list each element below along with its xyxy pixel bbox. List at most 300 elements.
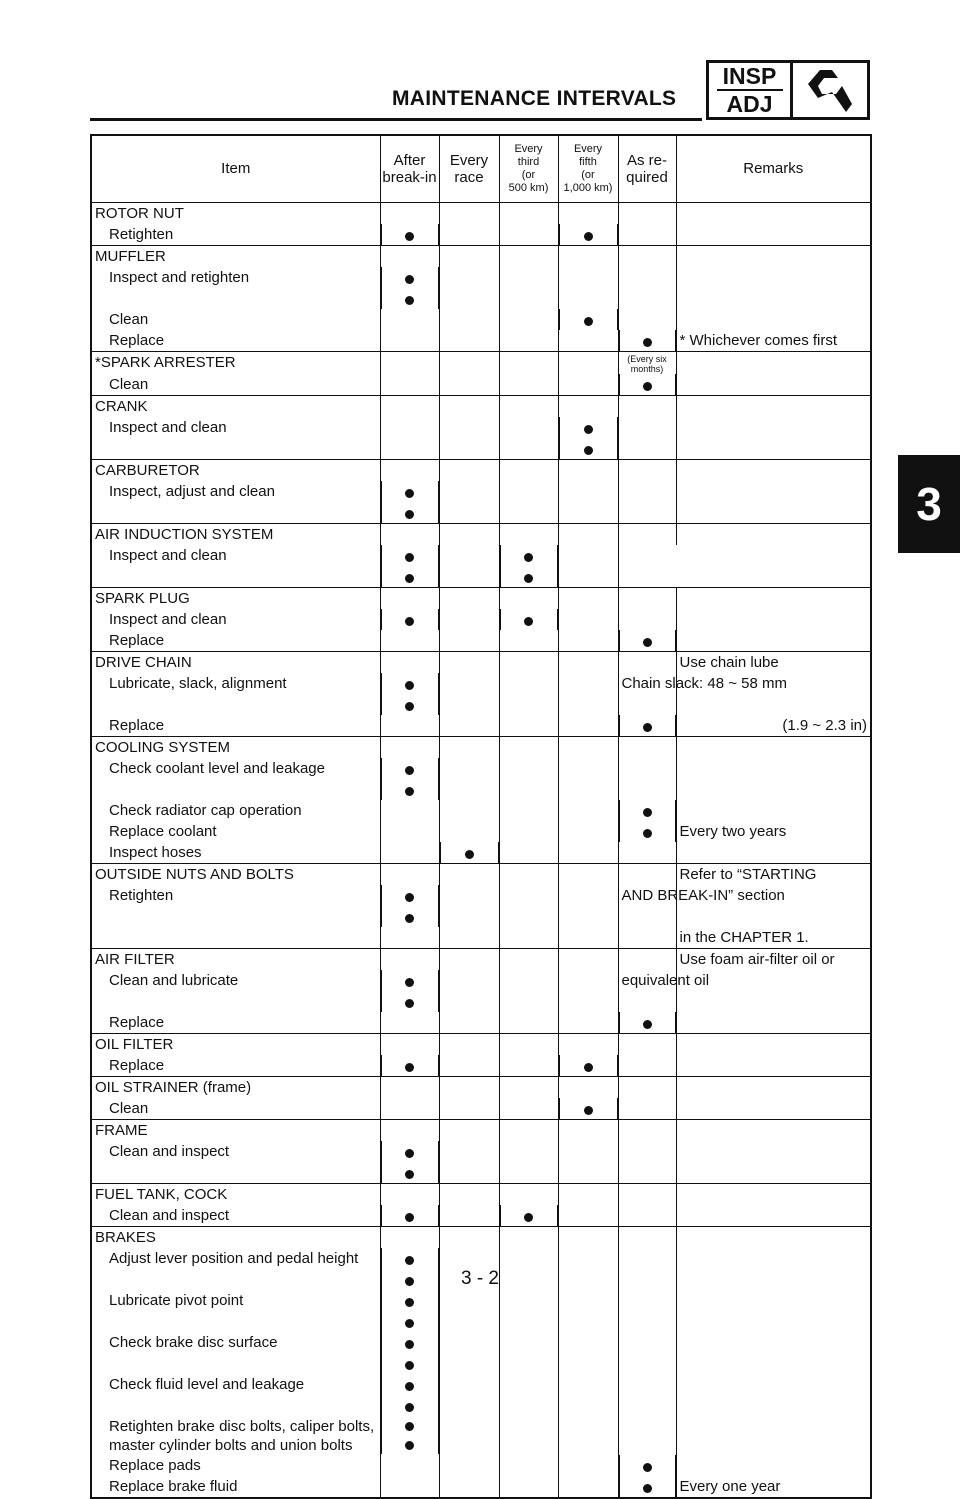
empty-cell (499, 1416, 558, 1455)
empty-cell (558, 948, 618, 970)
group-name: FRAME (91, 1119, 380, 1141)
empty-cell (439, 1476, 499, 1498)
table-row (91, 545, 871, 588)
empty-cell (439, 587, 499, 609)
remark-cell: Use chain lube (676, 651, 871, 673)
bullet-dot (643, 808, 652, 817)
empty-cell (439, 1119, 499, 1141)
group-header-row (91, 1033, 871, 1055)
empty-cell (499, 1076, 558, 1098)
empty-cell (558, 715, 618, 737)
badge-top-text: INSP (722, 63, 777, 89)
empty-cell (558, 1290, 618, 1332)
table-row (91, 1374, 871, 1416)
empty-cell (499, 948, 558, 970)
empty-cell (439, 245, 499, 267)
table-row (91, 374, 871, 396)
bullet-dot (643, 829, 652, 838)
bullet-dot (524, 617, 533, 626)
empty-cell (499, 202, 558, 224)
item-label: Inspect and clean (91, 609, 380, 630)
table-row (91, 842, 871, 864)
empty-cell (558, 1183, 618, 1205)
group-header-row (91, 1183, 871, 1205)
interval-mark (381, 1435, 439, 1454)
empty-cell (380, 927, 439, 949)
empty-cell (499, 309, 558, 330)
table-row (91, 1098, 871, 1120)
empty-cell (380, 948, 439, 970)
page-title: MAINTENANCE INTERVALS (392, 87, 677, 110)
interval-mark (559, 1098, 618, 1119)
group-name: ROTOR NUT (91, 202, 380, 224)
bullet-dot (465, 850, 474, 859)
empty-cell (439, 1455, 499, 1476)
empty-cell (439, 1055, 499, 1077)
empty-cell (499, 459, 558, 481)
interval-mark (559, 309, 618, 330)
empty-cell (558, 245, 618, 267)
empty-cell (439, 630, 499, 652)
bullet-dot (584, 1063, 593, 1072)
empty-cell (439, 374, 499, 396)
empty-cell (439, 1416, 499, 1455)
remark-cell (676, 309, 871, 330)
remark-cell (676, 202, 871, 224)
empty-cell (499, 1141, 558, 1184)
empty-cell (380, 1226, 439, 1248)
empty-cell (499, 927, 558, 949)
empty-cell (618, 224, 676, 246)
table-row (91, 1332, 871, 1374)
table-row (91, 1290, 871, 1332)
empty-cell (439, 758, 499, 800)
empty-cell (439, 545, 499, 588)
empty-cell (499, 863, 558, 885)
table-row (91, 800, 871, 821)
empty-cell (380, 715, 439, 737)
empty-cell (618, 1055, 676, 1077)
remark-cell (676, 1055, 871, 1077)
table-row (91, 309, 871, 330)
group-header-row (91, 351, 871, 374)
empty-cell (499, 374, 558, 396)
empty-cell (618, 1076, 676, 1098)
item-label: Inspect, adjust and clean (91, 481, 380, 524)
interval-mark (559, 438, 618, 459)
empty-cell (558, 481, 618, 524)
empty-cell (618, 1119, 676, 1141)
item-label: Check coolant level and leakage (91, 758, 380, 800)
bullet-dot (405, 574, 414, 583)
empty-cell (558, 1141, 618, 1184)
group-header-row (91, 587, 871, 609)
remark-cell (676, 395, 871, 417)
empty-cell (439, 330, 499, 352)
interval-mark (500, 545, 558, 566)
empty-cell (439, 736, 499, 758)
interval-mark (381, 1416, 439, 1435)
interval-note: (Every six months) (618, 351, 676, 374)
bullet-dot (584, 425, 593, 434)
empty-cell (558, 1205, 618, 1227)
group-name: *SPARK ARRESTER (91, 351, 380, 374)
bullet-dot (405, 1149, 414, 1158)
group-header-row (91, 1226, 871, 1248)
empty-cell (380, 863, 439, 885)
interval-mark (619, 630, 676, 651)
empty-cell (558, 673, 618, 715)
empty-cell (439, 481, 499, 524)
item-label: Clean (91, 309, 380, 330)
empty-cell (558, 651, 618, 673)
header-remarks: Remarks (676, 135, 871, 202)
item-label: Replace pads (91, 1455, 380, 1476)
empty-cell (439, 202, 499, 224)
bullet-dot (405, 1340, 414, 1349)
table-body (91, 202, 871, 1498)
interval-mark (559, 417, 618, 438)
empty-cell (618, 1226, 676, 1248)
item-label: Inspect and clean (91, 417, 380, 460)
interval-mark (381, 1332, 439, 1353)
empty-cell (499, 523, 558, 545)
empty-cell (380, 1476, 439, 1498)
page-header (90, 60, 870, 122)
table-row (91, 1055, 871, 1077)
empty-cell (439, 309, 499, 330)
empty-cell (618, 1033, 676, 1055)
group-header-row (91, 1076, 871, 1098)
group-name: FUEL TANK, COCK (91, 1183, 380, 1205)
group-header-row (91, 651, 871, 673)
empty-cell (499, 1033, 558, 1055)
empty-cell (439, 395, 499, 417)
empty-cell (558, 459, 618, 481)
item-label: Replace coolant (91, 821, 380, 842)
empty-cell (380, 800, 439, 821)
remark-cell (676, 374, 871, 396)
group-name: BRAKES (91, 1226, 380, 1248)
empty-cell (558, 1012, 618, 1034)
interval-mark (381, 673, 439, 694)
bullet-dot (405, 489, 414, 498)
interval-mark (381, 545, 439, 566)
empty-cell (499, 224, 558, 246)
empty-cell (439, 459, 499, 481)
remark-cell (676, 1119, 871, 1141)
empty-cell (439, 1290, 499, 1332)
remark-cell (676, 1455, 871, 1476)
empty-cell (618, 395, 676, 417)
interval-mark (381, 779, 439, 800)
empty-cell (380, 821, 439, 842)
group-name: AIR INDUCTION SYSTEM (91, 523, 380, 545)
bullet-dot (405, 978, 414, 987)
interval-mark (381, 267, 439, 288)
empty-cell (499, 1455, 558, 1476)
group-name: CRANK (91, 395, 380, 417)
empty-cell (499, 1098, 558, 1120)
empty-cell (439, 609, 499, 630)
empty-cell (380, 245, 439, 267)
group-name: COOLING SYSTEM (91, 736, 380, 758)
empty-cell (618, 1098, 676, 1120)
remark-cell (618, 1416, 676, 1455)
interval-mark (559, 224, 618, 245)
empty-cell (380, 374, 439, 396)
empty-cell (380, 1076, 439, 1098)
empty-cell (380, 1098, 439, 1120)
table-row (91, 1416, 871, 1455)
item-label: Check brake disc surface (91, 1332, 380, 1374)
group-header-row (91, 1119, 871, 1141)
item-label: Clean and lubricate (91, 970, 380, 1012)
interval-mark (619, 1012, 676, 1033)
interval-mark (619, 374, 676, 395)
empty-cell (380, 1033, 439, 1055)
table-row (91, 885, 871, 927)
empty-cell (380, 395, 439, 417)
table-row (91, 1141, 871, 1184)
empty-cell (558, 1226, 618, 1248)
interval-mark (500, 1205, 558, 1226)
empty-cell (558, 609, 618, 630)
empty-cell (499, 417, 558, 460)
empty-cell (439, 1226, 499, 1248)
table-row (91, 673, 871, 715)
empty-cell (558, 970, 618, 1012)
group-header-row (91, 395, 871, 417)
table-row (91, 267, 871, 309)
empty-cell (499, 481, 558, 524)
empty-cell (618, 1183, 676, 1205)
chapter-tab: 3 (898, 455, 960, 553)
interval-mark (381, 970, 439, 991)
interval-mark (619, 715, 676, 736)
empty-cell (618, 202, 676, 224)
empty-cell (439, 1141, 499, 1184)
remark-cell (618, 267, 676, 309)
table-row (91, 1205, 871, 1227)
empty-cell (618, 523, 676, 545)
group-header-row (91, 948, 871, 970)
remark-cell (676, 1076, 871, 1098)
item-label: Replace (91, 630, 380, 652)
remark-cell (676, 587, 871, 609)
empty-cell (439, 1033, 499, 1055)
interval-mark (619, 821, 676, 842)
empty-cell (380, 1012, 439, 1034)
empty-cell (499, 1374, 558, 1416)
interval-mark (381, 1374, 439, 1395)
group-name: OUTSIDE NUTS AND BOLTS (91, 863, 380, 885)
empty-cell (439, 970, 499, 1012)
bullet-dot (405, 999, 414, 1008)
item-label: Check fluid level and leakage (91, 1374, 380, 1416)
bullet-dot (405, 1170, 414, 1179)
table-row (91, 417, 871, 460)
empty-cell (558, 374, 618, 396)
bullet-dot (405, 296, 414, 305)
remark-cell (676, 523, 871, 545)
empty-cell (558, 758, 618, 800)
empty-cell (558, 1033, 618, 1055)
header-item: Item (91, 135, 380, 202)
bullet-dot (643, 723, 652, 732)
table-row (91, 481, 871, 524)
interval-mark (381, 481, 439, 502)
empty-cell (499, 885, 558, 927)
empty-cell (558, 842, 618, 864)
bullet-dot (405, 1361, 414, 1370)
group-header-row (91, 202, 871, 224)
empty-cell (439, 927, 499, 949)
remark-cell (676, 736, 871, 758)
empty-cell (558, 1332, 618, 1374)
maintenance-table (90, 134, 872, 1499)
item-label: Clean and inspect (91, 1141, 380, 1184)
table-row (91, 1476, 871, 1498)
empty-cell (439, 1374, 499, 1416)
bullet-dot (643, 1484, 652, 1493)
bullet-dot (524, 574, 533, 583)
group-header-row (91, 459, 871, 481)
empty-cell (499, 1290, 558, 1332)
empty-cell (380, 309, 439, 330)
section-badge (706, 60, 870, 120)
empty-cell (380, 417, 439, 460)
remark-cell: Refer to “STARTING (676, 863, 871, 885)
bullet-dot (405, 1256, 414, 1265)
empty-cell (558, 630, 618, 652)
item-label: Adjust lever position and pedal height (91, 1248, 380, 1290)
empty-cell (618, 927, 676, 949)
interval-mark (381, 758, 439, 779)
empty-cell (499, 1119, 558, 1141)
remark-cell (618, 1141, 676, 1184)
bullet-dot (405, 1213, 414, 1222)
empty-cell (439, 863, 499, 885)
empty-cell (439, 417, 499, 460)
table-row (91, 970, 871, 1012)
badge-label (709, 63, 793, 117)
table-row (91, 715, 871, 737)
item-label: Lubricate, slack, alignment (91, 673, 380, 715)
interval-mark (619, 330, 676, 351)
remark-cell (618, 1290, 676, 1332)
group-name: CARBURETOR (91, 459, 380, 481)
empty-cell (439, 523, 499, 545)
interval-mark (500, 609, 558, 630)
remark-cell (676, 842, 871, 864)
empty-cell (618, 736, 676, 758)
empty-cell (439, 351, 499, 374)
interval-mark (619, 1476, 676, 1497)
empty-cell (558, 351, 618, 374)
interval-mark (440, 842, 499, 863)
item-label: Check radiator cap operation (91, 800, 380, 821)
empty-cell (439, 1332, 499, 1374)
remark-cell (676, 630, 871, 652)
remark-cell (676, 245, 871, 267)
interval-mark (619, 1455, 676, 1476)
interval-mark (381, 991, 439, 1012)
empty-cell (499, 800, 558, 821)
empty-cell (439, 1183, 499, 1205)
title-underline (90, 118, 702, 121)
table-row (91, 330, 871, 352)
item-label: Inspect hoses (91, 842, 380, 864)
bullet-dot (405, 1298, 414, 1307)
empty-cell (558, 330, 618, 352)
empty-cell (380, 523, 439, 545)
empty-cell (439, 1076, 499, 1098)
bullet-dot (643, 1463, 652, 1472)
empty-cell (499, 351, 558, 374)
bullet-dot (405, 1441, 414, 1450)
empty-cell (558, 1119, 618, 1141)
bullet-dot (643, 638, 652, 647)
item-label: Replace (91, 330, 380, 352)
table-row (91, 821, 871, 842)
group-name: OIL FILTER (91, 1033, 380, 1055)
interval-mark (381, 885, 439, 906)
bullet-dot (405, 787, 414, 796)
empty-cell (618, 587, 676, 609)
bullet-dot (584, 1106, 593, 1115)
group-name: MUFFLER (91, 245, 380, 267)
empty-cell (558, 1076, 618, 1098)
empty-cell (439, 224, 499, 246)
bullet-dot (405, 232, 414, 241)
table-row (91, 927, 871, 949)
item-label: Replace (91, 1012, 380, 1034)
empty-cell (499, 1183, 558, 1205)
item-label: Replace brake fluid (91, 1476, 380, 1498)
remark-cell: in the CHAPTER 1. (676, 927, 871, 949)
empty-cell (439, 948, 499, 970)
empty-cell (499, 1332, 558, 1374)
empty-cell (439, 715, 499, 737)
table-row (91, 1455, 871, 1476)
bullet-dot (405, 681, 414, 690)
table-row (91, 1012, 871, 1034)
interval-mark (381, 1395, 439, 1416)
badge-bottom-text: ADJ (726, 91, 773, 117)
empty-cell (380, 630, 439, 652)
remark-cell (618, 417, 676, 460)
group-header-row (91, 245, 871, 267)
bullet-dot (405, 893, 414, 902)
bullet-dot (405, 617, 414, 626)
empty-cell (558, 1374, 618, 1416)
empty-cell (380, 736, 439, 758)
empty-cell (439, 673, 499, 715)
empty-cell (380, 842, 439, 864)
interval-mark (381, 1205, 439, 1226)
interval-mark (381, 609, 439, 630)
empty-cell (499, 1012, 558, 1034)
empty-cell (499, 736, 558, 758)
empty-cell (439, 1205, 499, 1227)
empty-cell (618, 245, 676, 267)
empty-cell (380, 351, 439, 374)
empty-cell (499, 395, 558, 417)
empty-cell (499, 1476, 558, 1498)
empty-cell (380, 651, 439, 673)
empty-cell (618, 863, 676, 885)
